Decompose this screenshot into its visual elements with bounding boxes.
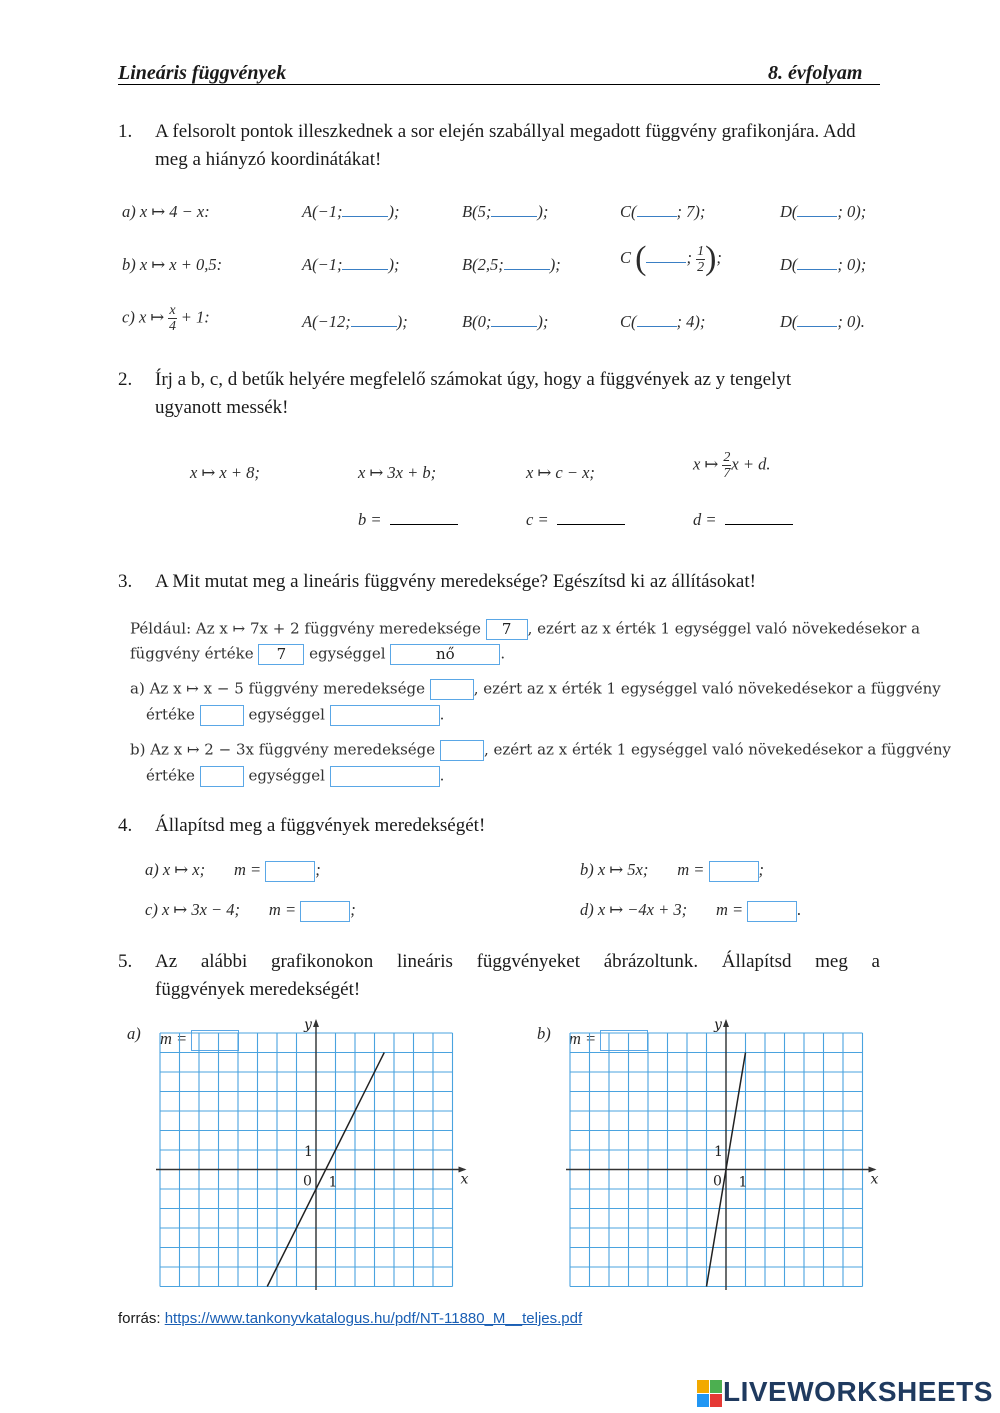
task5-text-line2: függvények meredekségét! xyxy=(155,979,361,1000)
blank-input[interactable] xyxy=(637,325,677,327)
task3-b-line2: értéke egységgel . xyxy=(146,766,444,787)
answer-d-input[interactable] xyxy=(725,524,793,525)
graph-b xyxy=(560,1015,880,1290)
blank-input[interactable] xyxy=(351,325,397,327)
brand-grid-icon xyxy=(697,1380,723,1408)
task4-item-a: a) x ↦ x; m = ; xyxy=(145,860,321,882)
task1-row-a-B: B(5; ); xyxy=(462,202,549,221)
task2-func-1: x ↦ x + 8; xyxy=(190,463,260,482)
task2-answer-c: c = xyxy=(526,510,625,530)
b-direction-input[interactable] xyxy=(330,766,440,787)
task1-row-c-B: B(0; ); xyxy=(462,312,549,331)
task1-row-b-A: A(−1; ); xyxy=(302,255,400,274)
a-slope-input[interactable] xyxy=(430,679,474,700)
a-direction-input[interactable] xyxy=(330,705,440,726)
task2-func-2: x ↦ 3x + b; xyxy=(358,463,437,482)
task2-answer-d: d = xyxy=(693,510,793,530)
answer-c-input[interactable] xyxy=(557,524,625,525)
task3-example-line1: Például: Az x ↦ 7x + 2 függvény meredeksége 7 , ezért az x érték 1 egységgel való növekedésekor a xyxy=(130,619,921,638)
a-value-input[interactable] xyxy=(200,705,244,726)
graph-a-y-label: y xyxy=(304,1017,312,1033)
task2-number: 2. xyxy=(118,369,133,390)
task1-number: 1. xyxy=(118,121,133,142)
task5-number: 5. xyxy=(118,951,133,972)
source: forrás: https://www.tankonyvkatalogus.hu/pdf/NT-11880_M__teljes.pdf xyxy=(118,1310,583,1327)
task1-row-c-label: c) x ↦ $\frac{x}{4}$ + 1: xyxy=(122,303,210,334)
grade-label: 8. évfolyam xyxy=(768,62,863,84)
blank-input[interactable] xyxy=(504,268,550,270)
graph-b-y-tick-1: 1 xyxy=(714,1144,723,1160)
task3-text: A Mit mutat meg a lineáris függvény meredeksége? Egészítsd ki az állításokat! xyxy=(155,571,756,592)
brand-name: LIVEWORKSHEETS xyxy=(723,1376,993,1407)
b-slope-input[interactable] xyxy=(440,740,484,761)
task4-item-b: b) x ↦ 5x; m = ; xyxy=(580,860,764,882)
task1-row-b-B: B(2,5; ); xyxy=(462,255,561,274)
task1-row-a-label: a) x ↦ 4 − x: xyxy=(122,202,210,221)
graph-b-label: b) xyxy=(537,1024,551,1043)
task3-example-line2: függvény értéke 7 egységgel nő . xyxy=(130,644,506,663)
graph-a-m: m = xyxy=(160,1029,239,1051)
graph-b-y-arrow-icon xyxy=(723,1019,729,1027)
task1-text: A felsorolt pontok illeszkednek a sor elején szabállyal megadott függvény grafikonjára. Add meg a hiányzó koordinátákat! xyxy=(155,121,856,170)
blank-input[interactable] xyxy=(637,215,677,217)
slope-c-input[interactable] xyxy=(300,901,350,922)
graph-b-x-tick-1: 1 xyxy=(738,1174,748,1191)
blank-input[interactable] xyxy=(646,261,686,263)
graph-a-label: a) xyxy=(127,1024,141,1043)
graph-a-y-tick-1: 1 xyxy=(304,1144,313,1160)
task1-row-b-D: D( ; 0); xyxy=(780,255,867,274)
page-title: Lineáris függvények xyxy=(118,62,287,84)
graph-a-y-arrow-icon xyxy=(313,1019,319,1027)
task2-text: Írj a b, c, d betűk helyére megfelelő számokat úgy, hogy a függvények az y tengelyt ugyanott messék! xyxy=(155,369,792,418)
b-value-input[interactable] xyxy=(200,766,244,787)
task1-row-a-A: A(−1; ); xyxy=(302,202,400,221)
blank-input[interactable] xyxy=(797,215,837,217)
blank-input[interactable] xyxy=(342,215,388,217)
graph-a-origin-label: 0 xyxy=(303,1173,312,1190)
graph-a xyxy=(150,1015,470,1290)
task1-row-a-D: D( ; 0); xyxy=(780,202,867,221)
source-link[interactable]: https://www.tankonyvkatalogus.hu/pdf/NT-11880_M__teljes.pdf xyxy=(164,1310,583,1327)
task4-item-c: c) x ↦ 3x − 4; m = ; xyxy=(145,900,356,922)
blank-input[interactable] xyxy=(491,325,537,327)
task1-row-a-C: C( ; 7); xyxy=(620,202,706,221)
task2-func-3: x ↦ c − x; xyxy=(526,463,595,482)
header-rule xyxy=(118,84,880,85)
graph-a-x-label: x xyxy=(460,1171,469,1188)
brand-logo xyxy=(697,1378,993,1410)
example-value-box: 7 xyxy=(258,644,304,665)
task4-number: 4. xyxy=(118,815,133,836)
task2-answer-b: b = xyxy=(358,510,458,530)
example-direction-box: nő xyxy=(390,644,500,665)
slope-d-input[interactable] xyxy=(747,901,797,922)
slope-a-input[interactable] xyxy=(265,861,315,882)
example-slope-box: 7 xyxy=(486,619,528,640)
blank-input[interactable] xyxy=(342,268,388,270)
task3-a-line2: értéke egységgel . xyxy=(146,705,444,726)
task4-item-d: d) x ↦ −4x + 3; m = . xyxy=(580,900,801,922)
graph-b-x-label: x xyxy=(870,1171,879,1188)
task1-row-b-C: C ( ; $\frac{1}{2}$ ); xyxy=(620,240,722,277)
graph-a-x-tick-1: 1 xyxy=(328,1174,338,1191)
task1-row-c-D: D( ; 0). xyxy=(780,312,865,331)
graph-b-origin-label: 0 xyxy=(713,1173,722,1190)
task1-row-c-C: C( ; 4); xyxy=(620,312,706,331)
task5-text-line1: Az alábbi grafikonokon lineáris függvényeket ábrázoltunk. Állapítsd meg a xyxy=(155,951,880,972)
task3-b-line1: b) Az x ↦ 2 − 3x függvény meredeksége , ezért az x érték 1 egységgel való növekedésekor a függvény xyxy=(130,740,951,761)
graph-b-m: m = xyxy=(569,1029,648,1051)
task4-text: Állapítsd meg a függvények meredekségét! xyxy=(155,815,486,836)
slope-b-input[interactable] xyxy=(709,861,759,882)
blank-input[interactable] xyxy=(797,325,837,327)
task1-row-c-A: A(−12; ); xyxy=(302,312,408,331)
blank-input[interactable] xyxy=(491,215,537,217)
graph-b-y-label: y xyxy=(714,1017,722,1033)
blank-input[interactable] xyxy=(797,268,837,270)
task3-a-line1: a) Az x ↦ x − 5 függvény meredeksége , ezért az x érték 1 egységgel való növekedésekor a függvény xyxy=(130,679,941,700)
answer-b-input[interactable] xyxy=(390,524,458,525)
task3-number: 3. xyxy=(118,571,133,592)
task1-row-b-label: b) x ↦ x + 0,5: xyxy=(122,255,223,274)
task2-func-4: x ↦ $\frac{2}{7}$ x + d. xyxy=(693,450,771,481)
